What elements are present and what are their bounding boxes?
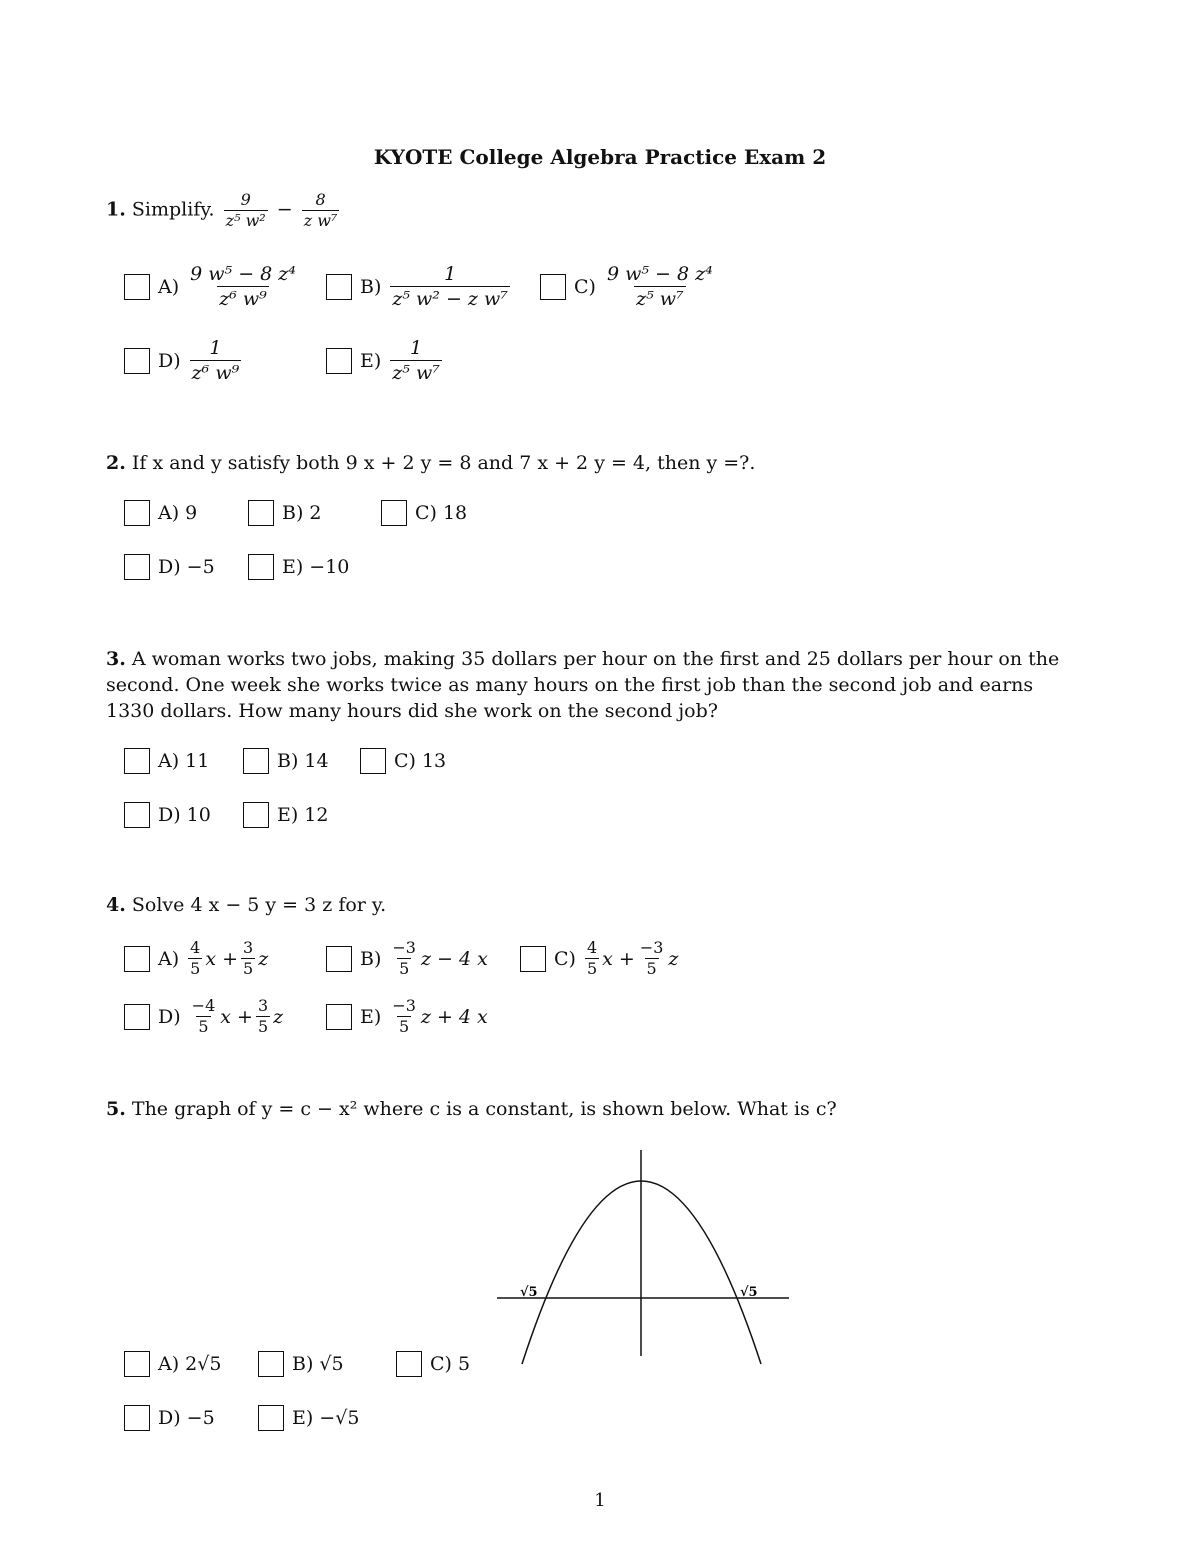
- checkbox[interactable]: [396, 1351, 422, 1377]
- checkbox[interactable]: [258, 1351, 284, 1377]
- fraction: $\frac{4}{5}$: [190, 938, 201, 978]
- fraction: $\frac{4}{5}$: [586, 938, 598, 978]
- question-text: If x and y satisfy both 9 x + 2 y = 8 and 7 x + 2 y = 4, then y =?.: [131, 452, 756, 474]
- q3-option-c[interactable]: C) 13: [360, 748, 446, 774]
- fraction: $\frac{\text{9 w⁵ − 8 z⁴}}{\text{z⁵ w⁷}}$: [606, 263, 713, 310]
- q3-option-a[interactable]: A) 11: [124, 748, 209, 774]
- q1-option-a[interactable]: A) $\frac{\text{9 w⁵ − 8 z⁴}}{\text{z⁶ w⁹}}$: [124, 264, 301, 309]
- q4-option-b[interactable]: B) $\frac{-3}{5}$ z − 4 x: [326, 940, 488, 977]
- page-number: 1: [594, 1490, 606, 1511]
- q5-option-d[interactable]: D) −5: [124, 1405, 215, 1431]
- root-label-left: √5: [520, 1285, 538, 1300]
- q5-option-a[interactable]: A) 2√5: [124, 1351, 221, 1377]
- checkbox[interactable]: [124, 1405, 150, 1431]
- root-label-right: √5: [740, 1285, 758, 1300]
- minus-sign: −: [276, 198, 293, 221]
- q1-option-c[interactable]: C) $\frac{\text{9 w⁵ − 8 z⁴}}{\text{z⁵ w⁷}}$: [540, 264, 718, 309]
- q5-option-b[interactable]: B) √5: [258, 1351, 344, 1377]
- q1-option-b[interactable]: B) $\frac{1}{\text{z⁵ w² − z w⁷}}$: [326, 264, 513, 309]
- q2-option-e[interactable]: E) −10: [248, 554, 349, 580]
- q5-option-e[interactable]: E) −√5: [258, 1405, 359, 1431]
- question-number: 4.: [106, 894, 126, 916]
- question-prompt: Simplify.: [131, 198, 215, 221]
- fraction: $\frac{9}{\text{z⁵ w²}}$: [225, 190, 266, 230]
- q3-option-b[interactable]: B) 14: [243, 748, 329, 774]
- q4-option-c[interactable]: C) $\frac{4}{5}$ x + $\frac{-3}{5}$ z: [520, 940, 678, 977]
- question-text: The graph of y = c − x² where c is a constant, is shown below. What is c?: [131, 1098, 837, 1120]
- question-number: 5.: [106, 1098, 126, 1120]
- q4-option-e[interactable]: E) $\frac{-3}{5}$ z + 4 x: [326, 998, 488, 1035]
- q4-option-a[interactable]: A) $\frac{4}{5}$ x + $\frac{3}{5}$ z: [124, 940, 268, 977]
- fraction: $\frac{1}{\text{z⁶ w⁹}}$: [191, 337, 240, 384]
- q1-option-e[interactable]: E) $\frac{1}{\text{z⁵ w⁷}}$: [326, 338, 445, 383]
- fraction: $\frac{-3}{5}$: [392, 996, 416, 1036]
- fraction: $\frac{1}{\text{z⁵ w⁷}}$: [392, 337, 440, 384]
- q4-option-d[interactable]: D) $\frac{-4}{5}$ x + $\frac{3}{5}$ z: [124, 998, 283, 1035]
- question-number: 3.: [106, 648, 126, 670]
- fraction: $\frac{-3}{5}$: [392, 938, 416, 978]
- page-title: KYOTE College Algebra Practice Exam 2: [373, 145, 827, 169]
- question-number: 2.: [106, 452, 126, 474]
- q2-option-d[interactable]: D) −5: [124, 554, 215, 580]
- question-number: 1.: [106, 198, 126, 221]
- question-text: A woman works two jobs, making 35 dollars per hour on the first and 25 dollars per hour on the second. One week she works twice as many hours on the first job than the second job and earns 1330 dollars. How many hours did she work on the second job?: [106, 648, 1060, 722]
- q2-option-a[interactable]: A) 9: [124, 500, 197, 526]
- q5-option-c[interactable]: C) 5: [396, 1351, 470, 1377]
- fraction: $\frac{8}{\text{z w⁷}}$: [303, 190, 338, 230]
- q2-option-b[interactable]: B) 2: [248, 500, 321, 526]
- fraction: $\frac{-4}{5}$: [191, 996, 216, 1036]
- fraction: $\frac{3}{5}$: [243, 938, 254, 978]
- q2-option-c[interactable]: C) 18: [381, 500, 467, 526]
- question-text: Solve 4 x − 5 y = 3 z for y.: [131, 894, 387, 916]
- q3-option-d[interactable]: D) 10: [124, 802, 211, 828]
- fraction: $\frac{-3}{5}$: [639, 938, 664, 978]
- checkbox[interactable]: [258, 1405, 284, 1431]
- q3-option-e[interactable]: E) 12: [243, 802, 328, 828]
- fraction: $\frac{\text{9 w⁵ − 8 z⁴}}{\text{z⁶ w⁹}}$: [190, 263, 296, 310]
- fraction: $\frac{1}{\text{z⁵ w² − z w⁷}}$: [392, 263, 508, 310]
- checkbox[interactable]: [124, 1351, 150, 1377]
- fraction: $\frac{3}{5}$: [257, 996, 269, 1036]
- q1-option-d[interactable]: D) $\frac{1}{\text{z⁶ w⁹}}$: [124, 338, 244, 383]
